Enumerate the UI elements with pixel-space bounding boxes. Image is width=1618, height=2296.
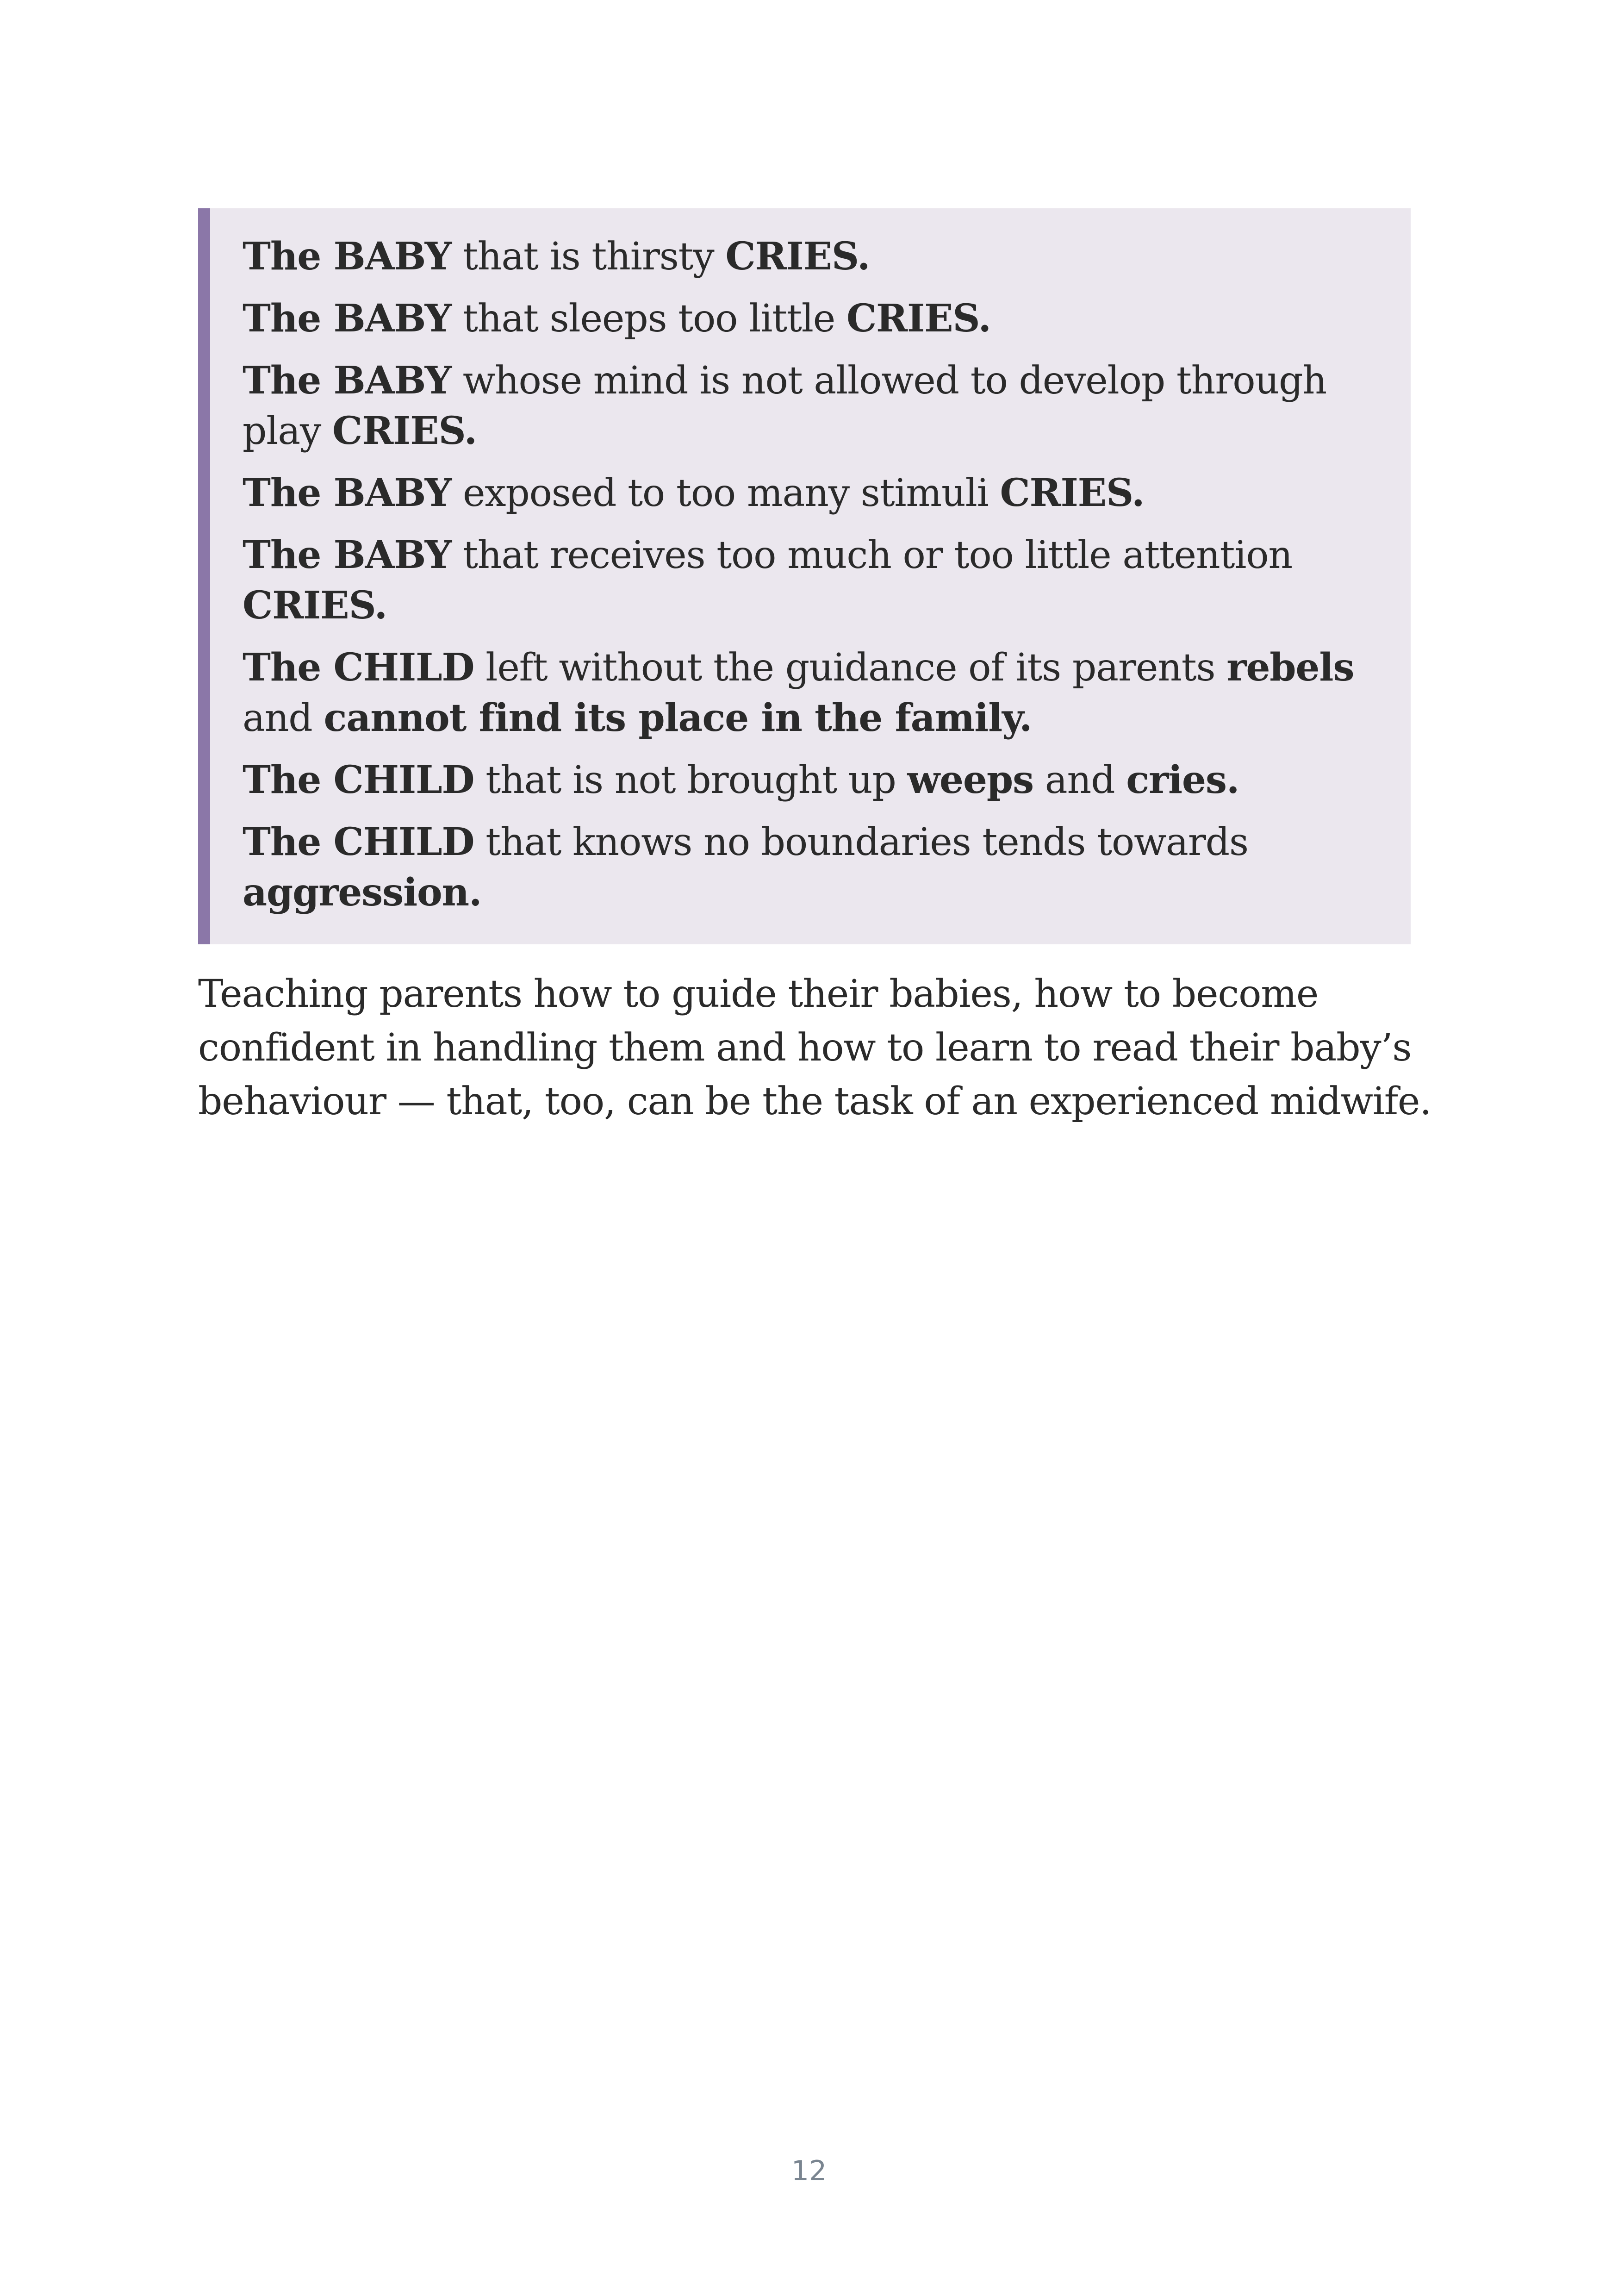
- callout-line: [243, 231, 1392, 282]
- callout-segment: CRIES.: [243, 583, 387, 628]
- callout-segment: that is not brought up: [474, 758, 908, 802]
- callout-segment: rebels: [1226, 645, 1354, 690]
- callout-segment: left without the guidance of its parents: [474, 646, 1227, 690]
- callout-line: [243, 468, 1392, 518]
- callout-segment: CRIES.: [332, 409, 477, 453]
- callout-segment: cannot find its place in the family.: [324, 696, 1032, 740]
- callout-segment: The BABY: [243, 533, 452, 577]
- callout-segment: weeps: [907, 758, 1033, 802]
- callout-segment: The BABY: [243, 471, 452, 515]
- callout-segment: cries.: [1126, 758, 1239, 802]
- callout-segment: that sleeps too little: [451, 297, 846, 341]
- callout-line: [243, 643, 1392, 743]
- callout-segment: The BABY: [243, 234, 452, 279]
- callout-segment: that is thirsty: [451, 235, 726, 279]
- callout-segment: that knows no boundaries tends towards: [474, 820, 1248, 864]
- callout-line: [243, 293, 1392, 344]
- page-number: 12: [791, 2155, 827, 2187]
- callout-line: [243, 817, 1392, 918]
- callout-line: [243, 755, 1392, 805]
- callout-line: [243, 530, 1392, 631]
- callout-segment: The BABY: [243, 296, 452, 341]
- callout-segment: The BABY: [243, 358, 452, 403]
- callout-segment: exposed to too many stimuli: [451, 471, 1000, 515]
- callout-segment: The CHILD: [243, 820, 474, 864]
- callout-segment: The CHILD: [243, 645, 474, 690]
- callout-segment: CRIES.: [1000, 471, 1145, 515]
- callout-segment: CRIES.: [725, 234, 870, 279]
- callout-segment: that receives too much or too little attention: [451, 533, 1293, 577]
- callout-segment: and: [1033, 758, 1126, 802]
- callout-line: [243, 356, 1392, 456]
- body-paragraph: Teaching parents how to guide their babies, how to become confident in handling them and how to learn to read their baby’s behaviour — that, too, can be the task of an experienced midwife.: [198, 972, 1431, 1123]
- callout-segment: CRIES.: [846, 296, 991, 341]
- callout-box: [198, 208, 1411, 944]
- callout-segment: aggression.: [243, 870, 482, 915]
- callout-segment: whose mind is not allowed to develop through play: [243, 359, 1326, 453]
- callout-segment: and: [243, 696, 324, 740]
- callout-segment: The CHILD: [243, 758, 474, 802]
